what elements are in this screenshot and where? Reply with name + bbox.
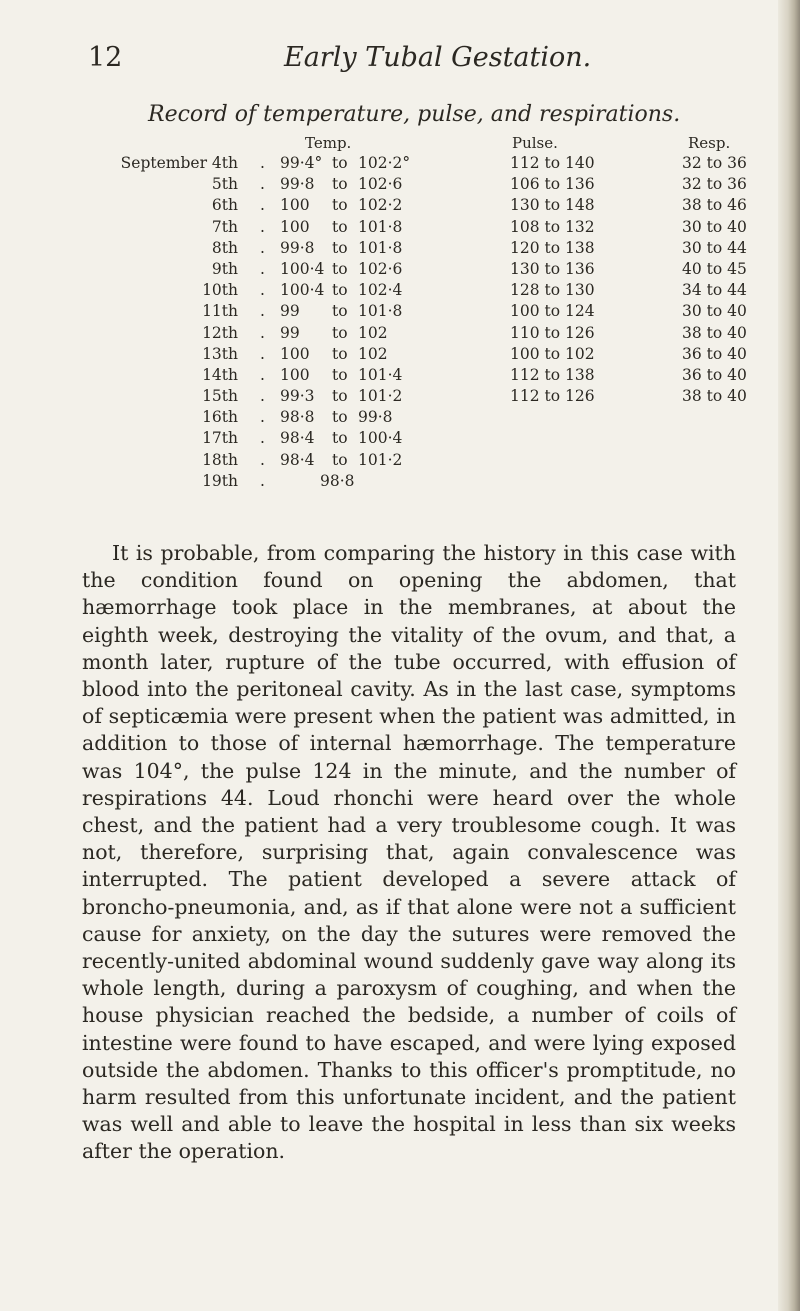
row-resp: 40 to 45 <box>682 259 747 278</box>
row-date: September 4th <box>120 154 238 172</box>
table-row <box>90 472 730 493</box>
row-pulse: 112 to 126 <box>510 387 595 406</box>
row-leader-dot: . <box>260 302 265 321</box>
table-row <box>90 451 730 472</box>
row-temp-to: to <box>332 259 348 278</box>
row-temp-high: 102 <box>358 344 388 363</box>
row-resp: 38 to 40 <box>682 323 747 342</box>
row-date: 6th <box>211 196 238 215</box>
row-date: 8th <box>211 238 238 257</box>
row-pulse: 112 to 140 <box>510 154 595 172</box>
row-temp-high: 101·8 <box>358 217 403 236</box>
row-leader-dot: . <box>260 450 265 469</box>
row-pulse: 100 to 124 <box>510 302 595 321</box>
row-temp-low: 99·8 <box>280 238 315 257</box>
row-leader-dot: . <box>260 217 265 236</box>
row-pulse: 128 to 130 <box>510 281 595 300</box>
table-row <box>90 344 747 366</box>
table-row <box>90 238 747 260</box>
row-temp-low: 100 <box>280 365 310 384</box>
row-date: 10th <box>202 281 238 300</box>
row-temp-to: to <box>332 408 348 427</box>
table-row <box>90 429 730 450</box>
table-row <box>90 408 730 429</box>
row-temp-to: to <box>332 344 348 363</box>
row-temp-to: to <box>332 196 348 215</box>
row-date: 11th <box>202 302 238 321</box>
row-date: 5th <box>211 175 238 194</box>
row-resp: 34 to 44 <box>682 281 747 300</box>
row-temp-low: 100 <box>280 217 310 236</box>
row-temp-high: 101·4 <box>358 365 403 384</box>
row-resp: 36 to 40 <box>682 344 747 363</box>
row-temp-single: 98·8 <box>320 471 355 490</box>
row-temp-high: 100·4 <box>358 429 403 448</box>
row-temp-low: 99·4° <box>280 154 323 172</box>
row-temp-low: 99 <box>280 302 300 321</box>
row-leader-dot: . <box>260 387 265 406</box>
row-temp-low: 100 <box>280 344 310 363</box>
row-temp-high: 102 <box>358 323 388 342</box>
row-date: 12th <box>202 323 238 342</box>
column-header-resp: Resp. <box>688 134 731 152</box>
table-row <box>90 154 747 175</box>
row-temp-to: to <box>332 365 348 384</box>
row-leader-dot: . <box>260 196 265 215</box>
row-temp-high: 101·8 <box>358 302 403 321</box>
row-temp-high: 102·4 <box>358 281 403 300</box>
row-date: 13th <box>202 344 238 363</box>
row-temp-to: to <box>332 387 348 406</box>
page-number: 12 <box>88 42 123 73</box>
page-edge <box>778 0 800 1311</box>
body-text <box>82 540 736 1166</box>
row-pulse: 106 to 136 <box>510 175 595 194</box>
table-row <box>90 281 747 302</box>
row-temp-to: to <box>332 175 348 194</box>
running-title: Early Tubal Gestation. <box>284 42 592 73</box>
row-leader-dot: . <box>260 408 265 427</box>
table-title: Record of temperature, pulse, and respirations. <box>148 102 681 127</box>
column-header-temp: Temp. <box>305 134 352 152</box>
row-leader-dot: . <box>260 344 265 363</box>
row-leader-dot: . <box>260 323 265 342</box>
row-temp-high: 101·8 <box>358 238 403 257</box>
row-leader-dot: . <box>260 281 265 300</box>
row-temp-high: 102·2 <box>358 196 403 215</box>
body-paragraph: It is probable, from comparing the history in this case with the condition found on opening the abdomen, that hæmorrhage took place in the membranes, at about the eighth week, destroying the vitality of the ovum, and that, a month later, rupture of the tube occurred, with effusion of blood into the peritoneal cavity. As in the last case, symptoms of septicæmia were present when the patient was admitted, in addition to those of internal hæmorrhage. The temperature was 104°, the pulse 124 in the minute, and the number of respirations 44. Loud rhonchi were heard over the whole chest, and the patient had a very troublesome cough. It was not, therefore, surprising that, again convalescence was interrupted. The patient developed a severe attack of broncho-pneumonia, and, as if that alone were not a sufficient cause for anxiety, on the day the sutures were removed the recently-united abdominal wound suddenly gave way along its whole length, during a paroxysm of coughing, and when the house physician reached the bedside, a number of coils of intestine were found to have escaped, and were lying exposed outside the abdomen. Thanks to this officer's promptitude, no harm resulted from this unfortunate incident, and the patient was well and able to leave the hospital in less than six weeks after the operation. <box>82 541 736 1164</box>
row-resp: 30 to 40 <box>682 217 747 236</box>
row-temp-high: 102·6 <box>358 259 403 278</box>
row-pulse: 100 to 102 <box>510 344 595 363</box>
row-temp-to: to <box>332 217 348 236</box>
row-leader-dot: . <box>260 429 265 448</box>
row-pulse: 108 to 132 <box>510 217 595 236</box>
row-pulse: 110 to 126 <box>510 323 595 342</box>
row-temp-low: 99·3 <box>280 387 315 406</box>
row-pulse: 130 to 136 <box>510 259 595 278</box>
row-temp-low: 100 <box>280 196 310 215</box>
row-temp-high: 102·2° <box>358 154 411 172</box>
row-date: 15th <box>202 387 238 406</box>
row-leader-dot: . <box>260 365 265 384</box>
row-date: 14th <box>202 365 238 384</box>
table-row <box>90 217 747 239</box>
row-resp: 32 to 36 <box>682 175 747 194</box>
row-temp-low: 98·4 <box>280 429 315 448</box>
row-resp: 36 to 40 <box>682 365 747 384</box>
row-temp-to: to <box>332 429 348 448</box>
row-temp-low: 98·4 <box>280 450 315 469</box>
row-leader-dot: . <box>260 471 265 490</box>
table-row <box>90 387 747 408</box>
row-temp-low: 100·4 <box>280 259 325 278</box>
row-temp-to: to <box>332 450 348 469</box>
row-date: 17th <box>202 429 238 448</box>
row-leader-dot: . <box>260 154 265 172</box>
row-resp: 30 to 40 <box>682 302 747 321</box>
row-date: 16th <box>202 408 238 427</box>
row-resp: 30 to 44 <box>682 238 747 257</box>
row-date: 19th <box>202 471 238 490</box>
running-head <box>88 42 728 82</box>
row-temp-to: to <box>332 323 348 342</box>
table-row <box>90 175 747 196</box>
row-pulse: 120 to 138 <box>510 238 595 257</box>
row-date: 18th <box>202 450 238 469</box>
row-date: 9th <box>211 259 238 278</box>
row-temp-low: 99 <box>280 323 300 342</box>
row-temp-high: 99·8 <box>358 408 393 427</box>
table-row <box>90 365 747 387</box>
row-leader-dot: . <box>260 175 265 194</box>
row-temp-to: to <box>332 302 348 321</box>
row-leader-dot: . <box>260 259 265 278</box>
row-leader-dot: . <box>260 238 265 257</box>
row-temp-high: 101·2 <box>358 387 403 406</box>
row-resp: 32 to 36 <box>682 154 747 172</box>
row-temp-to: to <box>332 154 348 172</box>
row-temp-to: to <box>332 281 348 300</box>
row-resp: 38 to 40 <box>682 387 747 406</box>
row-pulse: 130 to 148 <box>510 196 595 215</box>
row-temp-high: 101·2 <box>358 450 403 469</box>
row-temp-low: 99·8 <box>280 175 315 194</box>
row-temp-low: 100·4 <box>280 281 325 300</box>
record-table <box>90 154 747 493</box>
table-row <box>90 302 747 323</box>
table-row <box>90 196 747 217</box>
row-temp-low: 98·8 <box>280 408 315 427</box>
row-temp-high: 102·6 <box>358 175 403 194</box>
row-temp-to: to <box>332 238 348 257</box>
row-resp: 38 to 46 <box>682 196 747 215</box>
row-date: 7th <box>211 217 238 236</box>
table-row <box>90 323 747 345</box>
table-row <box>90 259 747 281</box>
row-pulse: 112 to 138 <box>510 365 595 384</box>
column-header-pulse: Pulse. <box>512 134 558 152</box>
